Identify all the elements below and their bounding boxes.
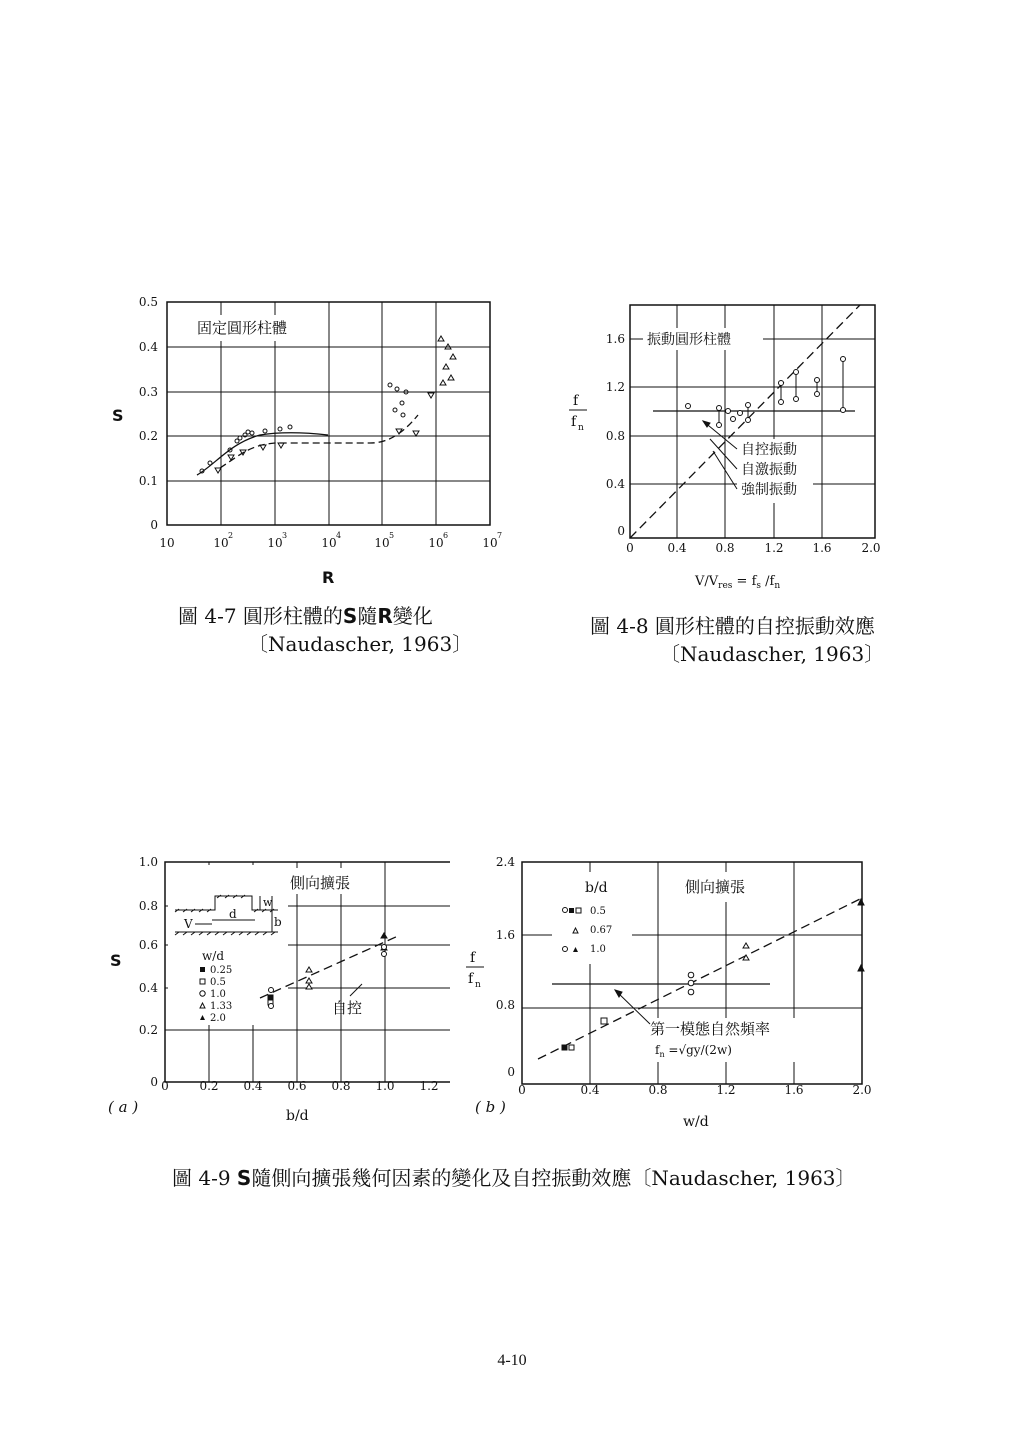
fig47-ytick: 0.1 <box>138 474 158 488</box>
fig49a-ytick: 1.0 <box>138 855 158 869</box>
fig47-xtick-exp: 7 <box>497 531 503 540</box>
fig47-xtick: 10 <box>159 536 175 550</box>
fig49b-formula-b: =√gy/(2w) <box>664 1043 732 1057</box>
fig48-ytick: 1.2 <box>605 380 625 394</box>
fig47-xtick: 10 <box>267 536 283 550</box>
fig47-ytick: 0.3 <box>138 385 158 399</box>
fig49a-ytick: 0 <box>150 1075 158 1089</box>
fig48-xlabel: V/V <box>695 574 719 589</box>
fig47-xtick-exp: 4 <box>336 531 342 540</box>
fig47-xtick: 10 <box>213 536 229 550</box>
fig49a-xlabel: b/d <box>286 1108 309 1124</box>
fig48-ylabel-den-sub: n <box>578 423 584 433</box>
fig49a-xtick: 0.4 <box>243 1079 263 1093</box>
fig49a-legend-item: 0.5 <box>210 977 226 988</box>
fig47-xtick: 10 <box>374 536 390 550</box>
fig47-caption-text: 隨 <box>357 604 378 628</box>
fig47-ytick: 0.5 <box>138 295 158 309</box>
fig48-ylabel-num: f <box>573 393 579 409</box>
fig49b-legend-item: 1.0 <box>590 944 606 955</box>
fig49a-xtick: 0 <box>161 1079 169 1093</box>
fig49b-ylabel-num: f <box>470 950 476 966</box>
fig49a-xtick: 1.0 <box>375 1079 395 1093</box>
fig47-caption <box>178 600 433 629</box>
fig49b-ytick: 0 <box>507 1065 515 1079</box>
fig48-xtick: 1.2 <box>764 541 784 555</box>
fig48-ytick: 0.4 <box>605 477 625 491</box>
fig48-xtick: 0.8 <box>715 541 735 555</box>
fig48-caption: 圖 4-8 圓形柱體的自控振動效應 <box>590 614 875 638</box>
fig49a-ytick: 0.4 <box>138 981 158 995</box>
fig49b-xtick: 2.0 <box>852 1083 872 1097</box>
fig49-caption-s: S <box>236 1166 252 1190</box>
fig49b-ytick: 0.8 <box>495 998 515 1012</box>
fig47-caption-r: R <box>377 604 393 628</box>
fig49b-panel-label: ( b ) <box>475 1098 506 1116</box>
page-number: 4-10 <box>497 1352 527 1369</box>
fig49a-xtick: 0.6 <box>287 1079 307 1093</box>
fig49a-legend-item: 0.25 <box>210 965 233 976</box>
fig47-caption-ref: 〔Naudascher, 1963〕 <box>248 632 473 656</box>
fig49a-ytick: 0.6 <box>138 938 158 952</box>
fig49b-legend-item: 0.67 <box>590 925 613 936</box>
fig47-ytick: 0.2 <box>138 429 158 443</box>
fig49a-inset-d: d <box>229 907 237 921</box>
fig49b-legend-title: b/d <box>585 880 608 896</box>
fig49a-inset-v: V <box>184 917 193 931</box>
fig49b-legend-marker-square <box>576 908 581 913</box>
fig48-label-self-excited: 自激振動 <box>741 462 797 478</box>
fig49a-legend-marker-circle <box>200 991 205 996</box>
fig49a-xtick: 1.2 <box>419 1079 439 1093</box>
fig48-xlabel-sub2: s <box>756 581 761 591</box>
fig49a-legend-marker-filled-square <box>200 967 205 972</box>
fig49a-legend-title: w/d <box>202 949 224 963</box>
fig47-ylabel: S <box>112 406 124 425</box>
fig47-ytick: 0 <box>150 518 158 532</box>
fig49a-ytick: 0.2 <box>138 1023 158 1037</box>
fig48-xlabel-rest2: /f <box>761 574 775 589</box>
fig49b-annotation: 側向擴張 <box>685 878 746 896</box>
fig49a-ylabel: S <box>110 951 122 970</box>
figure-4-8 <box>565 295 895 595</box>
fig47-caption-text: 圖 4-7 圓形柱體的 <box>178 604 343 628</box>
fig47-ytick: 0.4 <box>138 340 158 354</box>
fig48-xlabel-sub3: n <box>774 581 781 591</box>
fig48-ytick: 0 <box>617 524 625 538</box>
fig49a-legend-item: 1.33 <box>210 1001 233 1012</box>
fig49b-legend-marker-circle <box>563 947 568 952</box>
fig49a-inset-b: b <box>274 915 282 929</box>
fig48-xtick: 2.0 <box>861 541 881 555</box>
fig49b-legend-marker-circle <box>563 908 568 913</box>
fig49a-legend-item: 1.0 <box>210 989 226 1000</box>
fig47-xtick-exp: 6 <box>443 531 449 540</box>
fig48-xtick: 0 <box>626 541 634 555</box>
figure-4-9a <box>100 850 450 1135</box>
fig49b-xtick: 1.6 <box>784 1083 804 1097</box>
svg-text:fn =√gy/(2w) <box>655 1043 732 1059</box>
fig49b-xtick: 0.4 <box>580 1083 600 1097</box>
fig49b-ylabel-den: f <box>468 971 474 987</box>
fig49a-annotation: 側向擴張 <box>290 874 351 892</box>
fig47-caption-text: 變化 <box>392 604 433 628</box>
fig48-annotation: 振動圓形柱體 <box>647 332 731 348</box>
fig49-caption-text: 圖 4-9 <box>172 1166 237 1190</box>
fig48-xtick: 0.4 <box>667 541 687 555</box>
fig47-data-points <box>200 336 456 473</box>
fig47-xlabel: R <box>322 568 335 587</box>
fig49b-legend-marker-filled-square <box>569 908 574 913</box>
figure-4-7 <box>100 285 520 595</box>
fig49b-formula-sub: n <box>659 1050 665 1059</box>
fig49b-xtick: 0 <box>518 1083 526 1097</box>
fig49b-xtick: 0.8 <box>648 1083 668 1097</box>
fig49b-ytick: 1.6 <box>495 928 515 942</box>
fig49b-ylabel-den-sub: n <box>475 980 481 990</box>
fig49a-legend-marker-square <box>200 979 205 984</box>
fig47-annotation: 固定圓形柱體 <box>197 319 288 337</box>
fig49b-xtick: 1.2 <box>716 1083 736 1097</box>
fig47-xtick-exp: 5 <box>389 531 395 540</box>
fig49b-ytick: 2.4 <box>495 855 515 869</box>
fig48-xlabel-sub: res <box>718 581 733 591</box>
fig48-xlabel-rest: = f <box>732 574 757 589</box>
fig48-caption-ref: 〔Naudascher, 1963〕 <box>660 642 885 666</box>
fig49a-xtick: 0.2 <box>199 1079 219 1093</box>
fig47-xtick: 10 <box>428 536 444 550</box>
fig47-xtick: 10 <box>321 536 337 550</box>
fig49-caption <box>172 1162 856 1191</box>
fig49b-mode-label: 第一模態自然頻率 <box>650 1020 771 1038</box>
fig49b-xlabel: w/d <box>683 1114 709 1130</box>
fig48-label-self-controlled: 自控振動 <box>741 442 797 458</box>
fig47-dashed-curve <box>220 415 418 468</box>
fig49a-inset-w: w <box>263 896 273 909</box>
svg-text:V/Vres = fs /fn <box>694 574 780 591</box>
fig47-solid-curve <box>197 433 328 475</box>
fig49a-legend-item: 2.0 <box>210 1013 226 1024</box>
fig48-xtick: 1.6 <box>812 541 832 555</box>
fig47-xtick-exp: 2 <box>228 531 234 540</box>
fig47-xtick: 10 <box>482 536 498 550</box>
fig49a-ytick: 0.8 <box>138 899 158 913</box>
fig48-ytick: 0.8 <box>605 429 625 443</box>
fig49b-legend-item: 0.5 <box>590 906 606 917</box>
fig49a-xtick: 0.8 <box>331 1079 351 1093</box>
fig48-label-forced: 強制振動 <box>741 482 797 498</box>
figure-4-9b <box>460 850 880 1135</box>
fig49a-line-label: 自控 <box>332 999 363 1017</box>
fig49a-panel-label: ( a ) <box>108 1098 139 1116</box>
fig49b-formula-a: f <box>655 1043 660 1057</box>
fig47-xtick-exp: 3 <box>282 531 288 540</box>
fig48-ylabel-den: f <box>571 414 577 430</box>
fig49-caption-text: 隨側向擴張幾何因素的變化及自控振動效應〔Naudascher, 1963〕 <box>251 1166 856 1190</box>
fig47-caption-s: S <box>342 604 358 628</box>
fig48-ytick: 1.6 <box>605 332 625 346</box>
